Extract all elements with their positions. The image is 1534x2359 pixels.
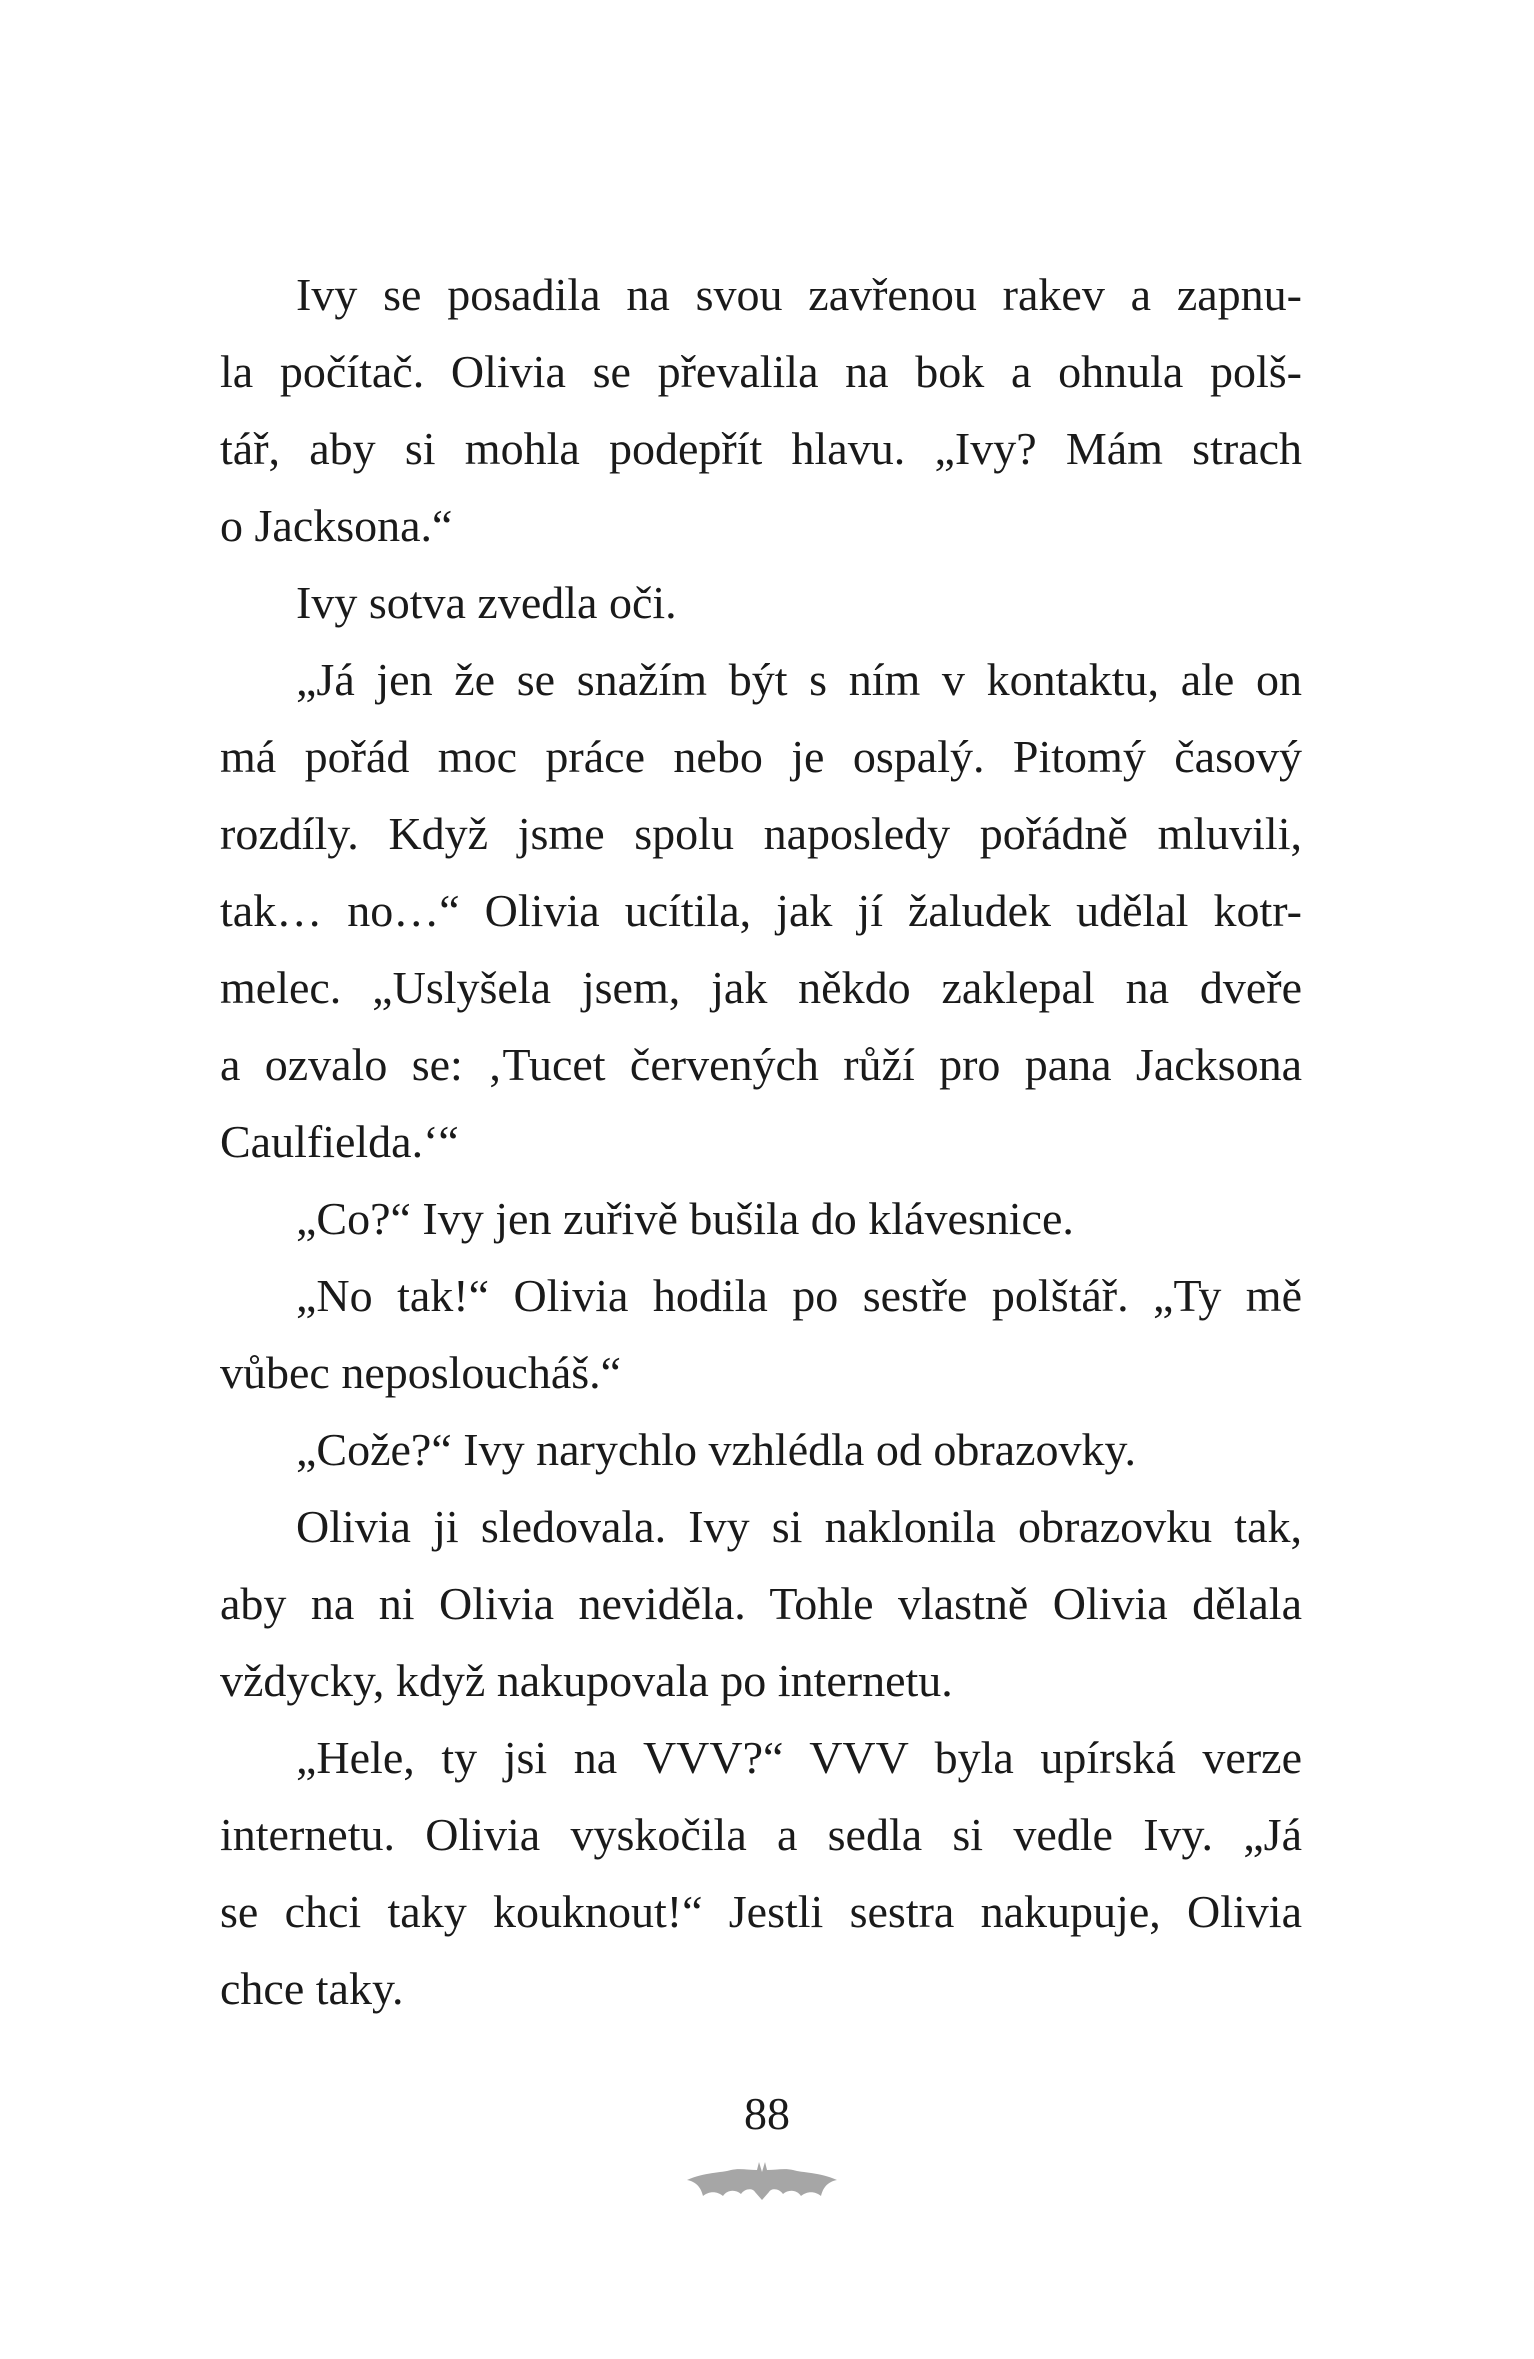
page-footer [0,2086,1534,2142]
text-line: la počítač. Olivia se převalila na bok a ohnula polš- [220,346,1302,397]
text-line: „Cože?“ Ivy narychlo vzhlédla od obrazovky. [296,1424,1136,1475]
text-line: rozdíly. Když jsme spolu naposledy pořádně mluvili, [220,808,1302,859]
text-line: Ivy sotva zvedla oči. [296,577,677,628]
text-line: tář, aby si mohla podepřít hlavu. „Ivy? Mám strach [220,423,1302,474]
text-line: má pořád moc práce nebo je ospalý. Pitomý časový [220,731,1302,782]
page-number: 88 [744,2088,790,2139]
text-line: tak… no…“ Olivia ucítila, jak jí žaludek udělal kotr- [220,885,1302,936]
text-line: melec. „Uslyšela jsem, jak někdo zaklepal na dveře [220,962,1302,1013]
text-line: vůbec neposloucháš.“ [220,1347,622,1398]
body-text [220,256,1302,2027]
text-line: „Já jen že se snažím být s ním v kontaktu, ale on [296,654,1302,705]
text-line: o Jacksona.“ [220,500,453,551]
bat-icon [687,2158,837,2204]
text-line: „Co?“ Ivy jen zuřivě bušila do klávesnice. [296,1193,1074,1244]
text-line: internetu. Olivia vyskočila a sedla si vedle Ivy. „Já [220,1809,1302,1860]
text-line: chce taky. [220,1963,404,2014]
text-line: se chci taky kouknout!“ Jestli sestra nakupuje, Olivia [220,1886,1302,1937]
text-line: „Hele, ty jsi na VVV?“ VVV byla upírská verze [296,1732,1302,1783]
text-line: Caulfielda.‘“ [220,1116,459,1167]
text-line: Olivia ji sledovala. Ivy si naklonila obrazovku tak, [296,1501,1302,1552]
text-line: Ivy se posadila na svou zavřenou rakev a zapnu- [296,269,1302,320]
text-line: „No tak!“ Olivia hodila po sestře polštář. „Ty mě [296,1270,1302,1321]
text-line: vždycky, když nakupovala po internetu. [220,1655,953,1706]
text-line: aby na ni Olivia neviděla. Tohle vlastně Olivia dělala [220,1578,1302,1629]
text-line: a ozvalo se: ‚Tucet červených růží pro pana Jacksona [220,1039,1302,1090]
